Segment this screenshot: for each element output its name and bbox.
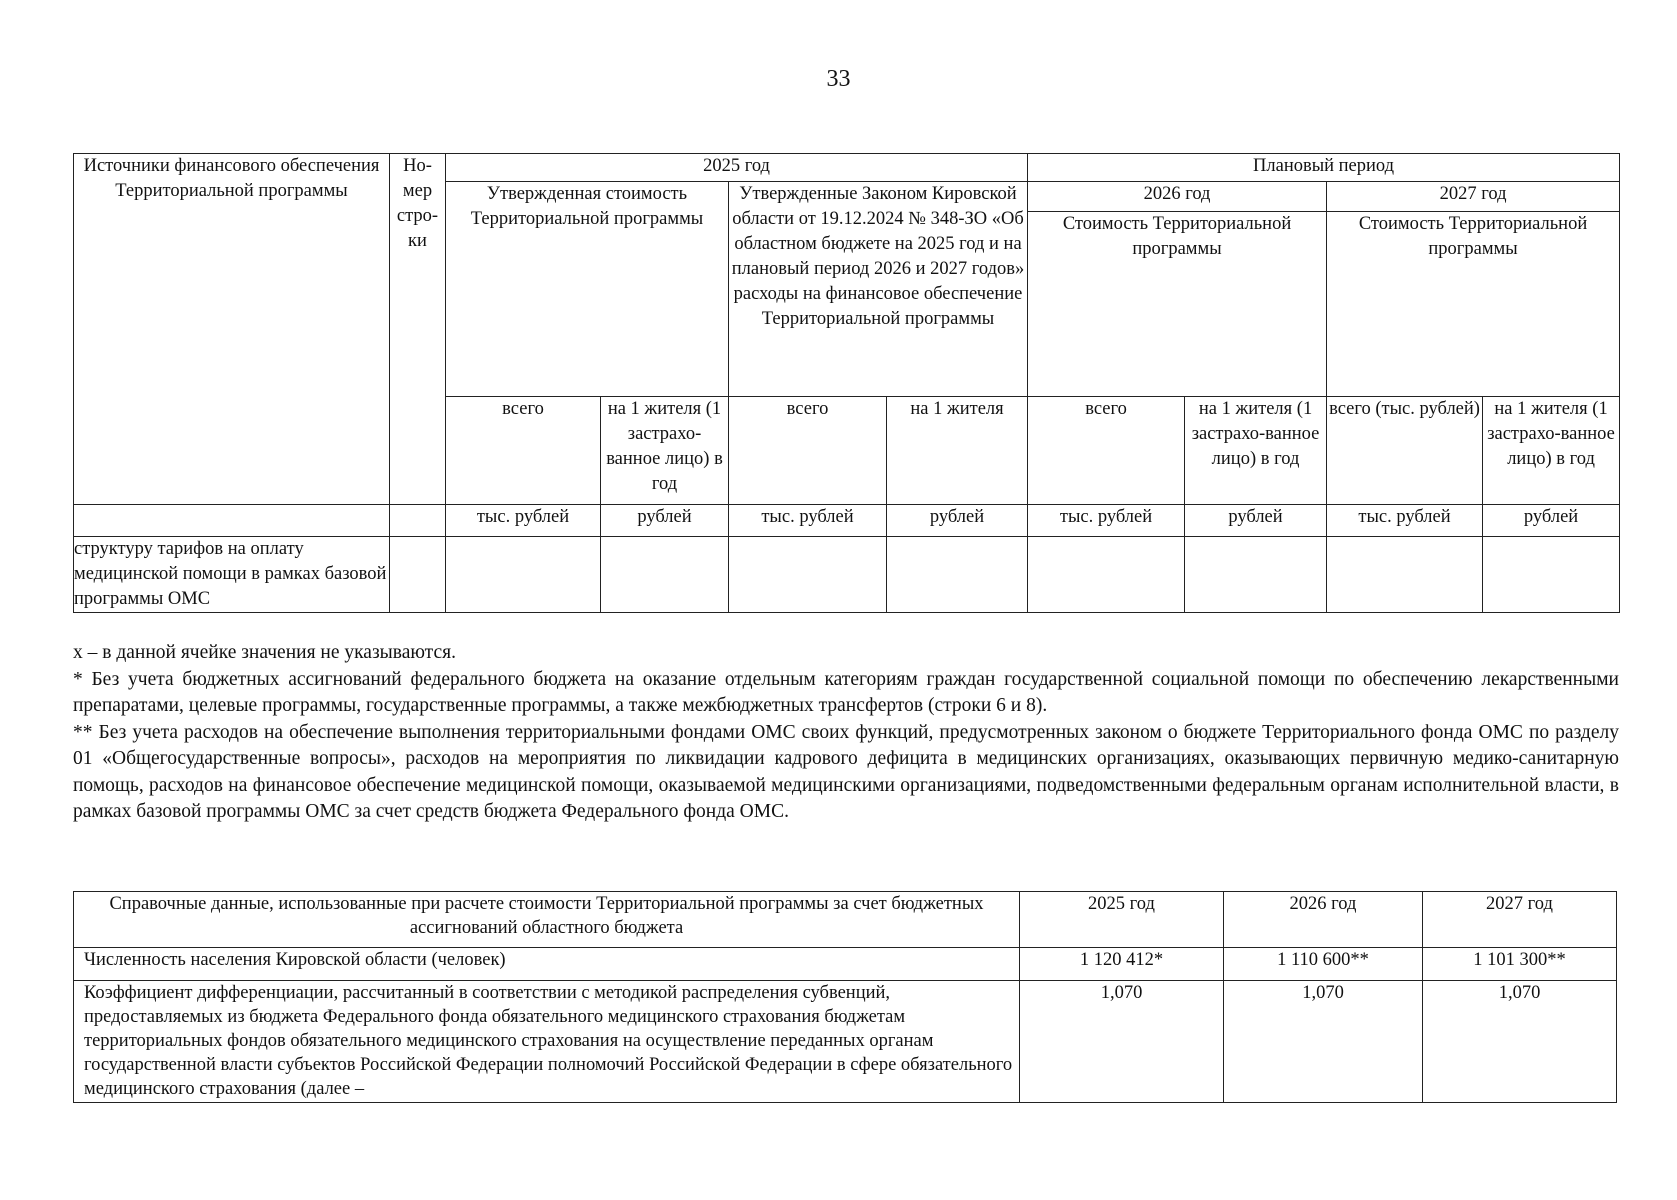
header-planning-period: Плановый период	[1028, 154, 1620, 182]
table-row	[74, 948, 1617, 981]
sub-per-resident-1: на 1 жителя (1 застрахо-ванное лицо) в год	[601, 397, 729, 505]
population-2026: 1 110 600**	[1224, 948, 1423, 981]
header-row-number: Но-мер стро-ки	[390, 154, 446, 505]
header-approved-by-law: Утвержденные Законом Кировской области от 19.12.2024 № 348-ЗО «Об областном бюджете на 2025 год и на плановый период 2026 и 2027 годов» расходы на финансовое обеспечение Территориальной программы	[729, 182, 1028, 397]
sub-total-2: всего	[729, 397, 887, 505]
footnotes	[73, 640, 1619, 826]
units-blank	[74, 505, 390, 537]
ref-header-2026: 2026 год	[1224, 892, 1423, 948]
page-number: 33	[826, 66, 851, 92]
table-cell	[1185, 537, 1327, 613]
header-approved-cost: Утвержденная стоимость Территориальной программы	[446, 182, 729, 397]
unit-cell: рублей	[1483, 505, 1620, 537]
population-2027: 1 101 300**	[1423, 948, 1617, 981]
ref-header-2025: 2025 год	[1020, 892, 1224, 948]
population-2025: 1 120 412*	[1020, 948, 1224, 981]
header-sources: Источники финансового обеспечения Территориальной программы	[74, 154, 390, 505]
population-label: Численность населения Кировской области (человек)	[74, 948, 1020, 981]
coefficient-2027: 1,070	[1423, 981, 1617, 1103]
header-year-2026: 2026 год	[1028, 182, 1327, 212]
unit-cell: тыс. рублей	[729, 505, 887, 537]
table-cell	[1028, 537, 1185, 613]
table-cell	[1483, 537, 1620, 613]
sub-total-1: всего	[446, 397, 601, 505]
sub-per-resident-2: на 1 жителя	[887, 397, 1028, 505]
header-cost-2027: Стоимость Территориальной программы	[1327, 212, 1620, 397]
sub-total-4: всего (тыс. рублей)	[1327, 397, 1483, 505]
table-cell	[601, 537, 729, 613]
footnote-2: ** Без учета расходов на обеспечение выполнения территориальными фондами ОМС своих функций, предусмотренных законом о бюджете Территориального фонда ОМС по разделу 01 «Общегосударственные вопросы», расходов на мероприятия по ликвидации кадрового дефицита в медицинских организациях, оказывающих первичную медико-санитарную помощь, расходов на финансовое обеспечение медицинской помощи, оказываемой медицинскими организациями, подведомственными федеральным органам исполнительной власти, в рамках базовой программы ОМС за счет средств бюджета Федерального фонда ОМС.	[73, 721, 1619, 822]
coefficient-2025: 1,070	[1020, 981, 1224, 1103]
table-cell	[729, 537, 887, 613]
coefficient-2026: 1,070	[1224, 981, 1423, 1103]
table-row	[74, 537, 1620, 613]
header-cost-2026: Стоимость Территориальной программы	[1028, 212, 1327, 397]
header-year-2025: 2025 год	[446, 154, 1028, 182]
table-row	[74, 981, 1617, 1103]
unit-cell: тыс. рублей	[1327, 505, 1483, 537]
unit-cell: рублей	[1185, 505, 1327, 537]
unit-cell: тыс. рублей	[1028, 505, 1185, 537]
table-cell	[390, 537, 446, 613]
sub-total-3: всего	[1028, 397, 1185, 505]
footnote-1: * Без учета бюджетных ассигнований федерального бюджета на оказание отдельным категориям граждан государственной социальной помощи по обеспечению лекарственными препаратами, целевые программы, государственные программы, а также межбюджетных трансфертов (строки 6 и 8).	[73, 668, 1619, 716]
unit-cell: рублей	[887, 505, 1028, 537]
unit-cell: рублей	[601, 505, 729, 537]
row-label: структуру тарифов на оплату медицинской помощи в рамках базовой программы ОМС	[74, 537, 390, 613]
ref-header-2027: 2027 год	[1423, 892, 1617, 948]
reference-data-table	[73, 891, 1617, 1103]
unit-cell: тыс. рублей	[446, 505, 601, 537]
table-cell	[887, 537, 1028, 613]
financing-sources-table	[73, 153, 1620, 613]
header-year-2027: 2027 год	[1327, 182, 1620, 212]
coefficient-label: Коэффициент дифференциации, рассчитанный в соответствии с методикой распределения субвенций, предоставляемых из бюджета Федерального фонда обязательного медицинского страхования бюджетам территориальных фондов обязательного медицинского страхования на осуществление переданных органам государственной власти субъектов Российской Федерации полномочий Российской Федерации в сфере обязательного медицинского страхования (далее –	[74, 981, 1020, 1103]
table-cell	[1327, 537, 1483, 613]
table-cell	[446, 537, 601, 613]
x-note: х – в данной ячейке значения не указываются.	[73, 642, 456, 663]
units-blank	[390, 505, 446, 537]
sub-per-resident-3: на 1 жителя (1 застрахо-ванное лицо) в год	[1185, 397, 1327, 505]
sub-per-resident-4: на 1 жителя (1 застрахо-ванное лицо) в год	[1483, 397, 1620, 505]
ref-header-label: Справочные данные, использованные при расчете стоимости Территориальной программы за счет бюджетных ассигнований областного бюджета	[74, 892, 1020, 948]
